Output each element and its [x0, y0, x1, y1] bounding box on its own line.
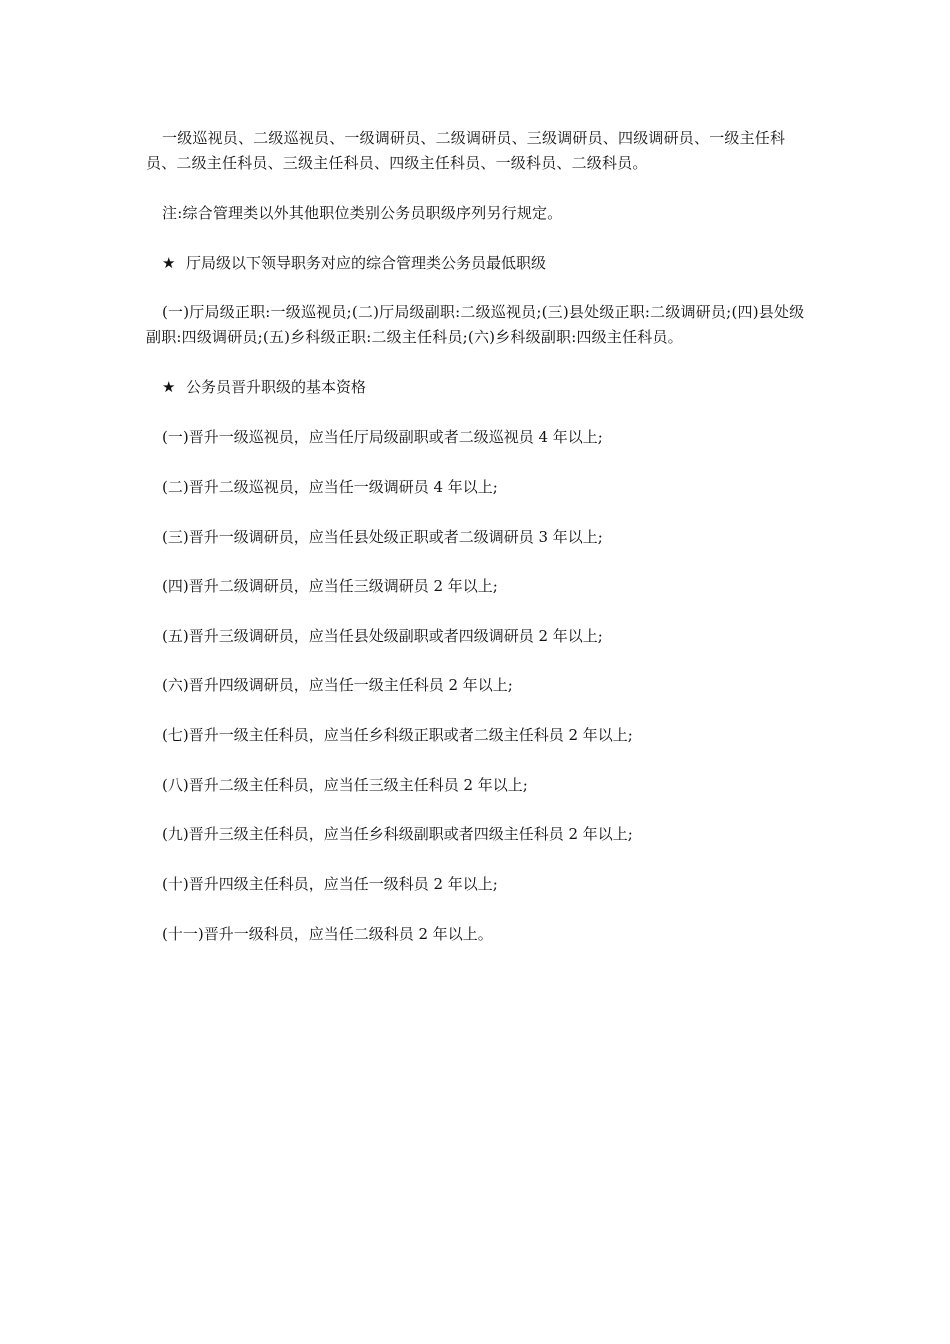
- promotion-item: (四)晋升二级调研员，应当任三级调研员 2 年以上;: [162, 577, 498, 595]
- promotion-item: (六)晋升四级调研员，应当任一级主任科员 2 年以上;: [162, 676, 513, 694]
- promotion-qualifications-heading-text: 公务员晋升职级的基本资格: [186, 378, 367, 396]
- promotion-item: (七)晋升一级主任科员，应当任乡科级正职或者二级主任科员 2 年以上;: [162, 726, 633, 744]
- ranks-list-paragraph: 一级巡视员、二级巡视员、一级调研员、二级调研员、三级调研员、四级调研员、一级主任科员、二级主任科员、三级主任科员、四级主任科员、一级科员、二级科员。: [146, 129, 786, 172]
- promotion-item: (二)晋升二级巡视员，应当任一级调研员 4 年以上;: [162, 478, 498, 496]
- leadership-mapping-paragraph: (一)厅局级正职:一级巡视员;(二)厅局级副职:二级巡视员;(三)县处级正职:二级调研员;(四)县处级副职:四级调研员;(五)乡科级正职:二级主任科员;(六)乡科级副职:四级主任科员。: [146, 303, 805, 346]
- promotion-item: (一)晋升一级巡视员，应当任厅局级副职或者二级巡视员 4 年以上;: [162, 428, 603, 446]
- star-icon: ★: [162, 378, 176, 396]
- promotion-item: (三)晋升一级调研员，应当任县处级正职或者二级调研员 3 年以上;: [162, 528, 603, 546]
- star-icon: ★: [162, 254, 176, 272]
- lowest-rank-heading-text: 厅局级以下领导职务对应的综合管理类公务员最低职级: [186, 254, 547, 272]
- promotion-qualifications-heading: [162, 375, 802, 400]
- promotion-item: (十一)晋升一级科员，应当任二级科员 2 年以上。: [162, 925, 493, 943]
- promotion-item: (十)晋升四级主任科员，应当任一级科员 2 年以上;: [162, 875, 498, 893]
- lowest-rank-heading: [162, 251, 802, 276]
- promotion-item: (八)晋升二级主任科员，应当任三级主任科员 2 年以上;: [162, 776, 528, 794]
- promotion-item: (五)晋升三级调研员，应当任县处级副职或者四级调研员 2 年以上;: [162, 627, 603, 645]
- note-paragraph: 注:综合管理类以外其他职位类别公务员职级序列另行规定。: [162, 204, 563, 222]
- promotion-item: (九)晋升三级主任科员，应当任乡科级副职或者四级主任科员 2 年以上;: [162, 825, 633, 843]
